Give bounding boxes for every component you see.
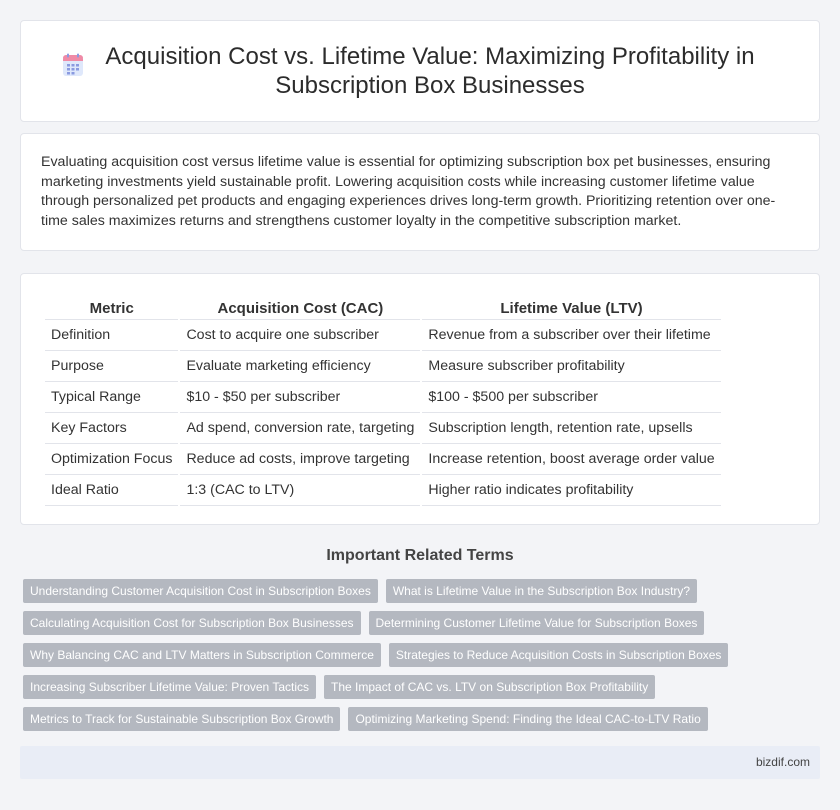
table-cell: Purpose xyxy=(45,351,178,382)
footer xyxy=(20,746,820,779)
related-term-link[interactable]: Metrics to Track for Sustainable Subscription Box Growth xyxy=(23,707,340,731)
table-cell: Evaluate marketing efficiency xyxy=(180,351,420,382)
tag-row xyxy=(23,643,823,667)
tag-row xyxy=(23,611,823,635)
table-header-row xyxy=(45,296,721,320)
tag-row xyxy=(23,707,823,731)
comparison-table xyxy=(43,296,723,506)
related-term-link[interactable]: Optimizing Marketing Spend: Finding the Ideal CAC-to-LTV Ratio xyxy=(348,707,707,731)
related-term-link[interactable]: Determining Customer Lifetime Value for Subscription Boxes xyxy=(369,611,705,635)
column-header-metric: Metric xyxy=(45,296,178,320)
table-cell: 1:3 (CAC to LTV) xyxy=(180,475,420,506)
related-term-link[interactable]: Understanding Customer Acquisition Cost in Subscription Boxes xyxy=(23,579,378,603)
footer-site-link[interactable]: bizdif.com xyxy=(755,755,810,769)
header-card xyxy=(20,20,820,122)
table-cell: Definition xyxy=(45,320,178,351)
related-terms-list xyxy=(23,579,823,739)
intro-card xyxy=(20,133,820,251)
comparison-card xyxy=(20,273,820,525)
table-cell: Typical Range xyxy=(45,382,178,413)
related-term-link[interactable]: Strategies to Reduce Acquisition Costs in Subscription Boxes xyxy=(389,643,729,667)
related-term-link[interactable]: Increasing Subscriber Lifetime Value: Proven Tactics xyxy=(23,675,316,699)
related-term-link[interactable]: The Impact of CAC vs. LTV on Subscription Box Profitability xyxy=(324,675,655,699)
related-term-link[interactable]: Calculating Acquisition Cost for Subscription Box Businesses xyxy=(23,611,361,635)
table-row xyxy=(45,475,721,506)
table-cell: Ideal Ratio xyxy=(45,475,178,506)
column-header-ltv: Lifetime Value (LTV) xyxy=(422,296,720,320)
table-row xyxy=(45,382,721,413)
table-cell: Measure subscriber profitability xyxy=(422,351,720,382)
column-header-cac: Acquisition Cost (CAC) xyxy=(180,296,420,320)
table-cell: $100 - $500 per subscriber xyxy=(422,382,720,413)
table-cell: Increase retention, boost average order value xyxy=(422,444,720,475)
related-term-link[interactable]: Why Balancing CAC and LTV Matters in Subscription Commerce xyxy=(23,643,381,667)
intro-text: Evaluating acquisition cost versus lifetime value is essential for optimizing subscription box pet businesses, ensuring marketing investments yield sustainable profit. Lowering acquisition costs while increasing customer lifetime value through personalized pet products and engaging experiences drives long-term growth. Prioritizing retention over one-time sales maximizes returns and strengthens customer loyalty in the competitive subscription market. xyxy=(41,154,776,229)
table-row xyxy=(45,413,721,444)
table-row xyxy=(45,320,721,351)
table-cell: $10 - $50 per subscriber xyxy=(180,382,420,413)
calendar-icon xyxy=(60,52,86,78)
page-title: Acquisition Cost vs. Lifetime Value: Maximizing Profitability in Subscription Box Businesses xyxy=(105,43,755,99)
table-row xyxy=(45,444,721,475)
related-terms-title: Important Related Terms xyxy=(326,547,514,564)
related-term-link[interactable]: What is Lifetime Value in the Subscription Box Industry? xyxy=(386,579,697,603)
table-row xyxy=(45,351,721,382)
table-cell: Revenue from a subscriber over their lifetime xyxy=(422,320,720,351)
table-cell: Ad spend, conversion rate, targeting xyxy=(180,413,420,444)
table-cell: Cost to acquire one subscriber xyxy=(180,320,420,351)
tag-row xyxy=(23,579,823,603)
table-cell: Higher ratio indicates profitability xyxy=(422,475,720,506)
table-cell: Key Factors xyxy=(45,413,178,444)
table-cell: Reduce ad costs, improve targeting xyxy=(180,444,420,475)
table-cell: Subscription length, retention rate, upsells xyxy=(422,413,720,444)
table-cell: Optimization Focus xyxy=(45,444,178,475)
tag-row xyxy=(23,675,823,699)
